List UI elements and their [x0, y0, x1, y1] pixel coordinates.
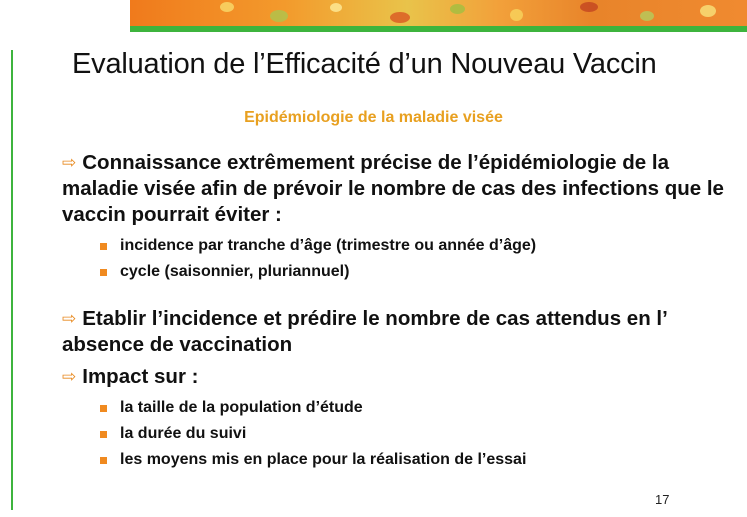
list-item	[100, 233, 720, 259]
orange-square-icon	[100, 243, 107, 250]
sub-point-text: incidence par tranche d’âge (trimestre ou année d’âge)	[120, 237, 537, 254]
sub-list-3	[100, 395, 720, 473]
main-point-1	[62, 150, 732, 228]
main-point-text: Impact sur :	[82, 365, 199, 388]
list-item	[100, 447, 720, 473]
right-arrow-outline-icon: ⇨	[62, 309, 77, 328]
main-point-text: Etablir l’incidence et prédire le nombre de cas attendus en l’ absence de vaccination	[62, 307, 667, 356]
page-number: 17	[655, 492, 670, 507]
list-item	[100, 259, 720, 285]
right-arrow-outline-icon: ⇨	[62, 367, 77, 386]
sub-point-text: la durée du suivi	[120, 425, 247, 442]
list-item	[100, 395, 720, 421]
sub-point-text: les moyens mis en place pour la réalisation de l’essai	[120, 451, 527, 468]
orange-square-icon	[100, 431, 107, 438]
header-green-rule	[130, 26, 747, 32]
orange-square-icon	[100, 405, 107, 412]
slide-subtitle: Epidémiologie de la maladie visée	[244, 109, 503, 126]
main-point-text: Connaissance extrêmement précise de l’épidémiologie de la maladie visée afin de prévoir le nombre de cas des infections que le vaccin pourrait éviter :	[62, 151, 724, 226]
main-point-3	[62, 364, 732, 390]
right-arrow-outline-icon: ⇨	[62, 153, 77, 172]
sub-list-1	[100, 233, 720, 285]
orange-square-icon	[100, 269, 107, 276]
sub-point-text: cycle (saisonnier, pluriannuel)	[120, 263, 350, 280]
main-point-2	[62, 306, 732, 358]
header-decorative-band	[130, 0, 747, 26]
slide-title: Evaluation de l’Efficacité d’un Nouveau Vaccin	[72, 48, 657, 80]
orange-square-icon	[100, 457, 107, 464]
list-item	[100, 421, 720, 447]
sub-point-text: la taille de la population d’étude	[120, 399, 363, 416]
